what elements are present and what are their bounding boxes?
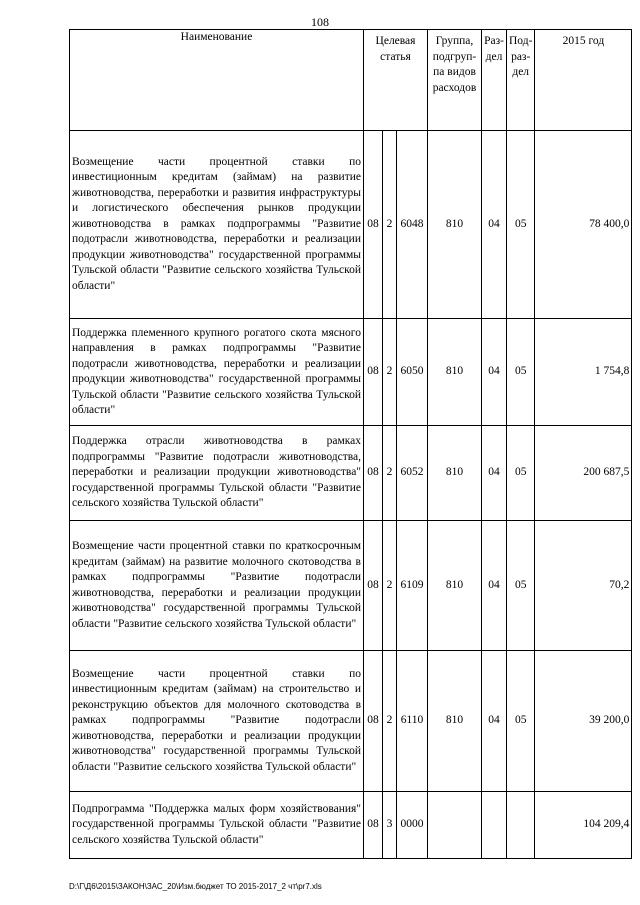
section-code: 04 bbox=[482, 131, 507, 319]
subsection-code: 05 bbox=[507, 319, 535, 426]
header-group: Группа, подгруп-па видов расходов bbox=[428, 30, 482, 131]
expense-group: 810 bbox=[428, 521, 482, 651]
table-header-row bbox=[70, 30, 632, 131]
target-article-program: 08 bbox=[364, 651, 383, 792]
row-name: Поддержка отрасли животноводства в рамках подпрограммы "Развитие подотрасли животноводства, переработки и реализации продукции животноводства" государственной программы Тульской области "Развитие сельского хозяйства Тульской области" bbox=[70, 426, 364, 521]
header-section: Раз-дел bbox=[482, 30, 507, 131]
target-article-code: 6050 bbox=[397, 319, 428, 426]
target-article-code: 6052 bbox=[397, 426, 428, 521]
target-article-code: 6109 bbox=[397, 521, 428, 651]
table-row bbox=[70, 131, 632, 319]
target-article-program: 08 bbox=[364, 319, 383, 426]
amount-2015: 200 687,5 bbox=[535, 426, 632, 521]
expense-group bbox=[428, 792, 482, 859]
row-name: Подпрограмма "Поддержка малых форм хозяйствования" государственной программы Тульской области "Развитие сельского хозяйства Тульской области" bbox=[70, 792, 364, 859]
footer-file-path: D:\Г\Д6\2015\ЗАКОН\ЗАС_20\Изм.бюджет ТО 2015-2017_2 чт\pr7.xls bbox=[69, 882, 322, 891]
row-name: Возмещение части процентной ставки по инвестиционным кредитам (займам) на строительство и реконструкцию объектов для молочного скотоводства в рамках подпрограммы "Развитие подотрасли животноводства, переработки и реализации продукции животноводства" государственной программы Тульской области "Развитие сельского хозяйства Тульской области" bbox=[70, 651, 364, 792]
table-row bbox=[70, 651, 632, 792]
expense-group: 810 bbox=[428, 651, 482, 792]
amount-2015: 1 754,8 bbox=[535, 319, 632, 426]
subsection-code bbox=[507, 792, 535, 859]
subsection-code: 05 bbox=[507, 651, 535, 792]
target-article-code: 6048 bbox=[397, 131, 428, 319]
target-article-subprogram: 2 bbox=[383, 521, 397, 651]
section-code: 04 bbox=[482, 521, 507, 651]
header-year: 2015 год bbox=[535, 30, 632, 131]
target-article-program: 08 bbox=[364, 792, 383, 859]
target-article-program: 08 bbox=[364, 426, 383, 521]
expense-group: 810 bbox=[428, 131, 482, 319]
target-article-program: 08 bbox=[364, 521, 383, 651]
section-code bbox=[482, 792, 507, 859]
amount-2015: 39 200,0 bbox=[535, 651, 632, 792]
amount-2015: 104 209,4 bbox=[535, 792, 632, 859]
target-article-subprogram: 2 bbox=[383, 319, 397, 426]
section-code: 04 bbox=[482, 426, 507, 521]
table-row bbox=[70, 521, 632, 651]
subsection-code: 05 bbox=[507, 131, 535, 319]
target-article-program: 08 bbox=[364, 131, 383, 319]
header-target-article: Целевая статья bbox=[364, 30, 428, 131]
target-article-code: 0000 bbox=[397, 792, 428, 859]
row-name: Поддержка племенного крупного рогатого скота мясного направления в рамках подпрограммы "Развитие подотрасли животноводства, переработки и реализации продукции животноводства" государственной программы Тульской области "Развитие сельского хозяйства Тульской области" bbox=[70, 319, 364, 426]
table-row bbox=[70, 792, 632, 859]
expense-group: 810 bbox=[428, 319, 482, 426]
target-article-subprogram: 2 bbox=[383, 131, 397, 319]
page-number: 108 bbox=[311, 15, 329, 29]
section-code: 04 bbox=[482, 651, 507, 792]
target-article-subprogram: 2 bbox=[383, 651, 397, 792]
target-article-code: 6110 bbox=[397, 651, 428, 792]
row-name: Возмещение части процентной ставки по краткосрочным кредитам (займам) на развитие молочного скотоводства в рамках подпрограммы "Развитие подотрасли животноводства, переработки и реализации продукции животноводства" государственной программы Тульской области "Развитие сельского хозяйства Тульской области" bbox=[70, 521, 364, 651]
target-article-subprogram: 2 bbox=[383, 426, 397, 521]
table-row bbox=[70, 319, 632, 426]
header-subsection: Под-раз-дел bbox=[507, 30, 535, 131]
table-body bbox=[70, 131, 632, 859]
expense-group: 810 bbox=[428, 426, 482, 521]
header-name: Наименование bbox=[70, 30, 364, 131]
subsection-code: 05 bbox=[507, 521, 535, 651]
budget-table bbox=[69, 29, 632, 859]
target-article-subprogram: 3 bbox=[383, 792, 397, 859]
subsection-code: 05 bbox=[507, 426, 535, 521]
table-row bbox=[70, 426, 632, 521]
row-name: Возмещение части процентной ставки по инвестиционным кредитам (займам) на развитие животноводства, переработки и развития инфраструктуры и логистического обеспечения рынков продукции животноводства в рамках подпрограммы "Развитие подотрасли животноводства, переработки и реализации продукции животноводства" государственной программы Тульской области "Развитие сельского хозяйства Тульской области" bbox=[70, 131, 364, 319]
amount-2015: 70,2 bbox=[535, 521, 632, 651]
section-code: 04 bbox=[482, 319, 507, 426]
amount-2015: 78 400,0 bbox=[535, 131, 632, 319]
